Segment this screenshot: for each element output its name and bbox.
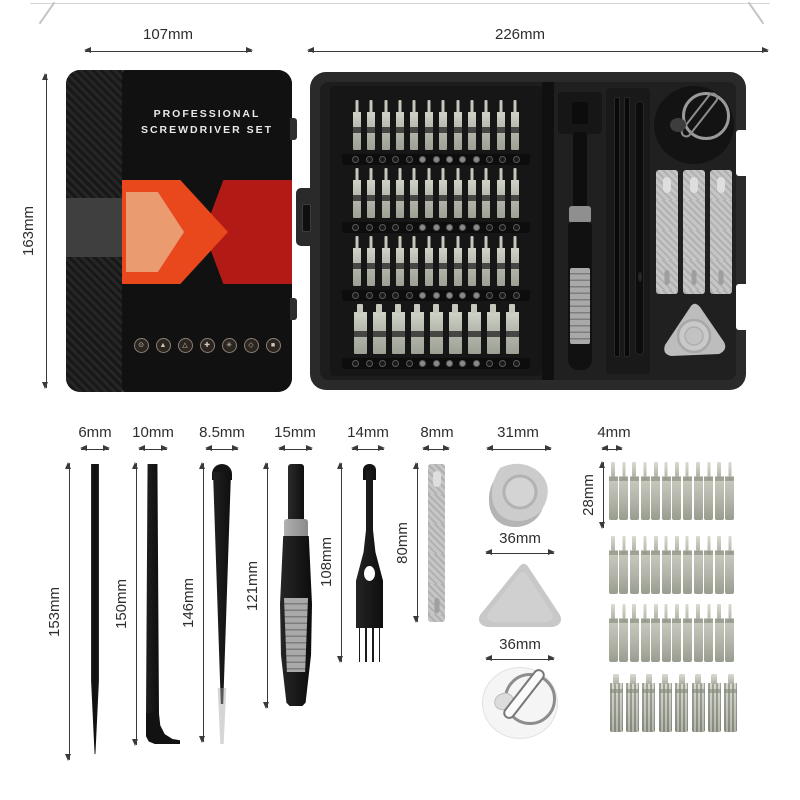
case-bit <box>454 168 462 218</box>
dim-width-opening-pick: 31mm <box>497 424 539 441</box>
dim-length-tweezers: 146mm <box>180 577 197 629</box>
screwhead-icon: ⊙ <box>134 338 149 353</box>
pry-tool-gray <box>683 170 705 294</box>
case-title <box>122 106 292 139</box>
brush-bristle <box>365 628 367 662</box>
bit-row-2 <box>608 536 735 594</box>
case-bit-thick <box>373 304 386 354</box>
screwdriver-bit <box>662 604 671 662</box>
dim-width-suction-cup: 36mm <box>499 636 541 653</box>
case-bit <box>353 236 361 286</box>
brush-in-case <box>636 102 643 354</box>
bit-hole <box>366 360 373 367</box>
bit-hole <box>406 292 413 299</box>
case-title-line2: SCREWDRIVER SET <box>140 124 274 137</box>
bit-hole <box>513 156 520 163</box>
open-case-notch-top <box>736 130 750 176</box>
case-bit <box>425 236 433 286</box>
bit-hole <box>379 156 386 163</box>
case-bit <box>425 100 433 150</box>
bit-hole <box>406 224 413 231</box>
dim-arrow-suction-cup <box>486 659 554 660</box>
case-bit <box>439 100 447 150</box>
screwdriver-bit <box>694 462 703 520</box>
corner-mark-left <box>39 2 56 24</box>
bit-hole <box>392 224 399 231</box>
case-bit-thick <box>468 304 481 354</box>
dim-width-brush: 14mm <box>347 424 389 441</box>
screwdriver-bit <box>630 462 639 520</box>
brush-bristle <box>379 628 381 662</box>
bit-holder-strip-2 <box>342 222 530 233</box>
bit-holder-strip-1 <box>342 154 530 165</box>
case-latch-tab-bottom <box>290 298 297 320</box>
screwdriver-bit <box>641 536 650 594</box>
tweezers-body <box>212 472 232 704</box>
dim-closed-case-height: 163mm <box>20 205 37 257</box>
bit-hole <box>446 360 453 367</box>
bit-hole <box>513 224 520 231</box>
bit-hole <box>486 156 493 163</box>
bit-hole <box>379 360 386 367</box>
screwdriver-bit <box>725 462 734 520</box>
bit-hole <box>419 292 426 299</box>
brush-body <box>356 470 383 628</box>
bit-hole <box>473 360 480 367</box>
case-bit <box>410 100 418 150</box>
pry-bar-hook <box>146 713 180 744</box>
dim-line-brush <box>341 463 342 662</box>
case-bit <box>497 236 505 286</box>
dim-line-bits-length <box>603 462 604 528</box>
dim-width-black-spudger: 6mm <box>78 424 112 441</box>
screwdriver-bit <box>609 536 618 594</box>
case-bit <box>396 236 404 286</box>
bit-hole <box>433 292 440 299</box>
screwdriver-bit <box>704 604 713 662</box>
case-chevron-graphic <box>122 180 292 284</box>
screwdriver-bit <box>609 462 618 520</box>
bit-hole <box>433 224 440 231</box>
screwdriver-bit <box>715 604 724 662</box>
screwdriver-bit-thick <box>708 674 721 732</box>
bit-row-3 <box>608 604 735 662</box>
bit-hole <box>446 224 453 231</box>
handle-in-case-shaft <box>573 132 587 208</box>
dim-arrow-opening-pick <box>487 449 551 450</box>
case-bit <box>382 236 390 286</box>
screwdriver-bit <box>619 536 628 594</box>
dim-arrow-black-spudger <box>81 449 109 450</box>
screwdriver-bit <box>651 536 660 594</box>
bit-hole <box>459 156 466 163</box>
screwdriver-bit-thick <box>642 674 655 732</box>
screwdriver-bit <box>651 462 660 520</box>
bit-row-4 <box>608 674 739 732</box>
bit-hole <box>352 292 359 299</box>
screwdriver-bit <box>619 604 628 662</box>
open-case-notch-bottom <box>736 284 750 330</box>
case-bit-thick <box>411 304 424 354</box>
bit-tray <box>330 86 542 376</box>
screwhead-icon: ✳ <box>222 338 237 353</box>
case-bit <box>367 168 375 218</box>
handle-grip <box>284 598 308 672</box>
case-bit <box>396 100 404 150</box>
case-hinge-strip <box>542 82 554 380</box>
case-bit <box>482 168 490 218</box>
screwdriver-bit <box>672 462 681 520</box>
pick-in-case <box>658 300 730 372</box>
screwdriver-bit <box>630 604 639 662</box>
dim-arrow-open-width <box>308 51 768 52</box>
dim-width-pry-bar: 10mm <box>132 424 174 441</box>
bit-hole <box>513 360 520 367</box>
bit-hole <box>366 156 373 163</box>
case-bit-thick <box>392 304 405 354</box>
case-bit <box>468 100 476 150</box>
bit-holder-strip-4 <box>342 358 530 369</box>
handle-collar <box>284 519 308 538</box>
bit-hole <box>459 292 466 299</box>
bit-hole <box>352 224 359 231</box>
case-bit-row-1 <box>342 100 530 150</box>
case-bit-thick <box>487 304 500 354</box>
dim-arrow-brush <box>352 449 384 450</box>
dim-line-pry-bar <box>136 463 137 745</box>
case-bit-thick <box>354 304 367 354</box>
pry-bar-shaft <box>146 464 159 716</box>
case-bit <box>482 236 490 286</box>
gray-tools-slot <box>656 170 738 294</box>
screwdriver-bit <box>630 536 639 594</box>
dim-length-pry-bar: 150mm <box>113 578 130 630</box>
bit-hole <box>352 360 359 367</box>
suction-nub-in-case <box>670 118 686 132</box>
bit-hole <box>433 360 440 367</box>
case-spine-texture-bottom <box>66 257 122 392</box>
case-bit <box>468 236 476 286</box>
case-bit <box>367 236 375 286</box>
case-bit <box>511 236 519 286</box>
dim-length-handle: 121mm <box>244 560 261 612</box>
handle-bracket-slot <box>572 102 588 124</box>
dim-arrow-handle <box>279 449 312 450</box>
brush-bristle <box>372 628 374 662</box>
screwdriver-bit <box>694 604 703 662</box>
screwdriver-bit <box>694 536 703 594</box>
bit-hole <box>433 156 440 163</box>
open-case <box>310 72 746 390</box>
screwdriver-bit <box>672 604 681 662</box>
bit-hole <box>486 224 493 231</box>
dim-width-bits: 4mm <box>597 424 631 441</box>
bit-hole <box>486 292 493 299</box>
bit-hole <box>379 292 386 299</box>
screwdriver-bit <box>609 604 618 662</box>
case-bit <box>497 168 505 218</box>
screwdriver-bit <box>704 536 713 594</box>
screwdriver-bit <box>725 536 734 594</box>
bit-hole <box>366 292 373 299</box>
case-bit <box>454 100 462 150</box>
handle-shaft <box>288 464 304 522</box>
dim-length-brush: 108mm <box>318 536 335 588</box>
case-bit <box>396 168 404 218</box>
bit-hole <box>419 224 426 231</box>
dim-arrow-gray-spudger <box>423 449 449 450</box>
case-bit <box>382 100 390 150</box>
screwdriver-bit-thick <box>659 674 672 732</box>
bit-hole <box>352 156 359 163</box>
bit-hole <box>499 224 506 231</box>
case-spine-texture-top <box>66 70 122 198</box>
screwdriver-bit-thick <box>610 674 623 732</box>
handle-in-case-grip <box>570 268 590 344</box>
case-bit-row-4 <box>342 304 530 354</box>
bit-holder-strip-3 <box>342 290 530 301</box>
screwdriver-bit <box>662 536 671 594</box>
bit-hole <box>473 292 480 299</box>
bit-hole <box>366 224 373 231</box>
screwdriver-bit-thick <box>724 674 737 732</box>
case-bit <box>497 100 505 150</box>
bit-row-1 <box>608 462 735 520</box>
case-bit <box>511 168 519 218</box>
bit-hole <box>419 156 426 163</box>
dim-width-gray-spudger: 8mm <box>420 424 454 441</box>
case-bit <box>353 168 361 218</box>
screwdriver-bit <box>619 462 628 520</box>
bit-hole <box>473 156 480 163</box>
dim-width-tweezers: 8.5mm <box>199 424 245 441</box>
bit-hole <box>392 292 399 299</box>
case-bit <box>439 168 447 218</box>
case-bit-thick <box>430 304 443 354</box>
brush-hole <box>364 566 375 581</box>
bit-hole <box>379 224 386 231</box>
dim-arrow-closed-height <box>46 74 47 388</box>
case-bit-row-3 <box>342 236 530 286</box>
screwdriver-bit <box>683 462 692 520</box>
opening-pick <box>487 460 555 528</box>
brush-bristles <box>356 628 383 662</box>
bit-hole <box>446 292 453 299</box>
bit-hole <box>513 292 520 299</box>
screwdriver-bit <box>672 536 681 594</box>
bit-hole <box>446 156 453 163</box>
screwdriver-bit <box>683 604 692 662</box>
case-bit <box>353 100 361 150</box>
dim-arrow-bits-width <box>602 449 622 450</box>
top-edge-line <box>30 3 770 4</box>
bit-hole <box>392 156 399 163</box>
case-screwhead-icons <box>122 338 292 353</box>
case-bit-row-2 <box>342 168 530 218</box>
screwhead-icon: ◇ <box>244 338 259 353</box>
pry-tool-gray <box>656 170 678 294</box>
screwhead-icon: ■ <box>266 338 281 353</box>
case-bit <box>367 100 375 150</box>
screwdriver-bit <box>651 604 660 662</box>
case-bit <box>454 236 462 286</box>
bit-hole <box>459 224 466 231</box>
dim-open-case-width: 226mm <box>494 26 546 43</box>
screwdriver-bit-thick <box>675 674 688 732</box>
bit-hole <box>392 360 399 367</box>
screwdriver-bit-thick <box>626 674 639 732</box>
dim-length-gray-spudger: 80mm <box>394 522 411 564</box>
dim-line-gray-spudger <box>417 463 418 622</box>
open-case-latch-slot <box>302 204 311 232</box>
case-bit-thick <box>506 304 519 354</box>
case-bit <box>511 100 519 150</box>
dim-line-black-spudger <box>69 463 70 760</box>
dim-closed-case-width: 107mm <box>142 26 194 43</box>
case-bit <box>425 168 433 218</box>
brush-bristle <box>359 628 361 662</box>
dim-arrow-triangle-pick <box>486 553 554 554</box>
pry-tool-gray <box>710 170 732 294</box>
dim-arrow-pry-bar <box>139 449 167 450</box>
bit-hole <box>499 156 506 163</box>
screwdriver-bit <box>704 462 713 520</box>
bit-hole <box>499 360 506 367</box>
screwdriver-bit <box>715 462 724 520</box>
bit-hole <box>473 224 480 231</box>
case-bit-thick <box>449 304 462 354</box>
screwhead-icon: ▲ <box>156 338 171 353</box>
screwhead-icon: ✚ <box>200 338 215 353</box>
screwdriver-bit <box>715 536 724 594</box>
corner-mark-right <box>748 2 765 24</box>
dim-line-tweezers <box>203 463 204 742</box>
dim-width-triangle-pick: 36mm <box>499 530 541 547</box>
bit-hole <box>419 360 426 367</box>
case-title-line1: PROFESSIONAL <box>153 108 261 120</box>
case-bit <box>382 168 390 218</box>
case-bit <box>410 168 418 218</box>
bit-hole <box>486 360 493 367</box>
dim-length-black-spudger: 153mm <box>46 586 63 638</box>
dim-width-handle: 15mm <box>274 424 316 441</box>
gray-spudger <box>428 464 445 622</box>
screwdriver-bit <box>641 462 650 520</box>
case-bit <box>410 236 418 286</box>
screwdriver-bit-thick <box>692 674 705 732</box>
tweezers-tip-cover <box>216 688 228 744</box>
black-spudger <box>88 464 102 757</box>
case-bit <box>439 236 447 286</box>
dim-arrow-tweezers <box>206 449 238 450</box>
brush-in-case-hole <box>638 272 642 282</box>
bit-hole <box>499 292 506 299</box>
case-bit <box>468 168 476 218</box>
dim-line-handle <box>267 463 268 708</box>
case-bit <box>482 100 490 150</box>
dim-length-bits: 28mm <box>580 474 597 516</box>
dim-arrow-closed-width <box>85 51 252 52</box>
screwdriver-bit <box>662 462 671 520</box>
tweezers-in-case-1 <box>615 98 619 356</box>
screwdriver-bit <box>641 604 650 662</box>
bit-hole <box>406 360 413 367</box>
screwhead-icon: △ <box>178 338 193 353</box>
closed-case <box>66 70 292 392</box>
tweezers-in-case-2 <box>625 98 629 356</box>
handle-in-case-collar <box>569 206 591 223</box>
triangle-pick <box>474 562 566 632</box>
screwdriver-bit <box>683 536 692 594</box>
bit-hole <box>406 156 413 163</box>
screwdriver-bit <box>725 604 734 662</box>
bit-hole <box>459 360 466 367</box>
